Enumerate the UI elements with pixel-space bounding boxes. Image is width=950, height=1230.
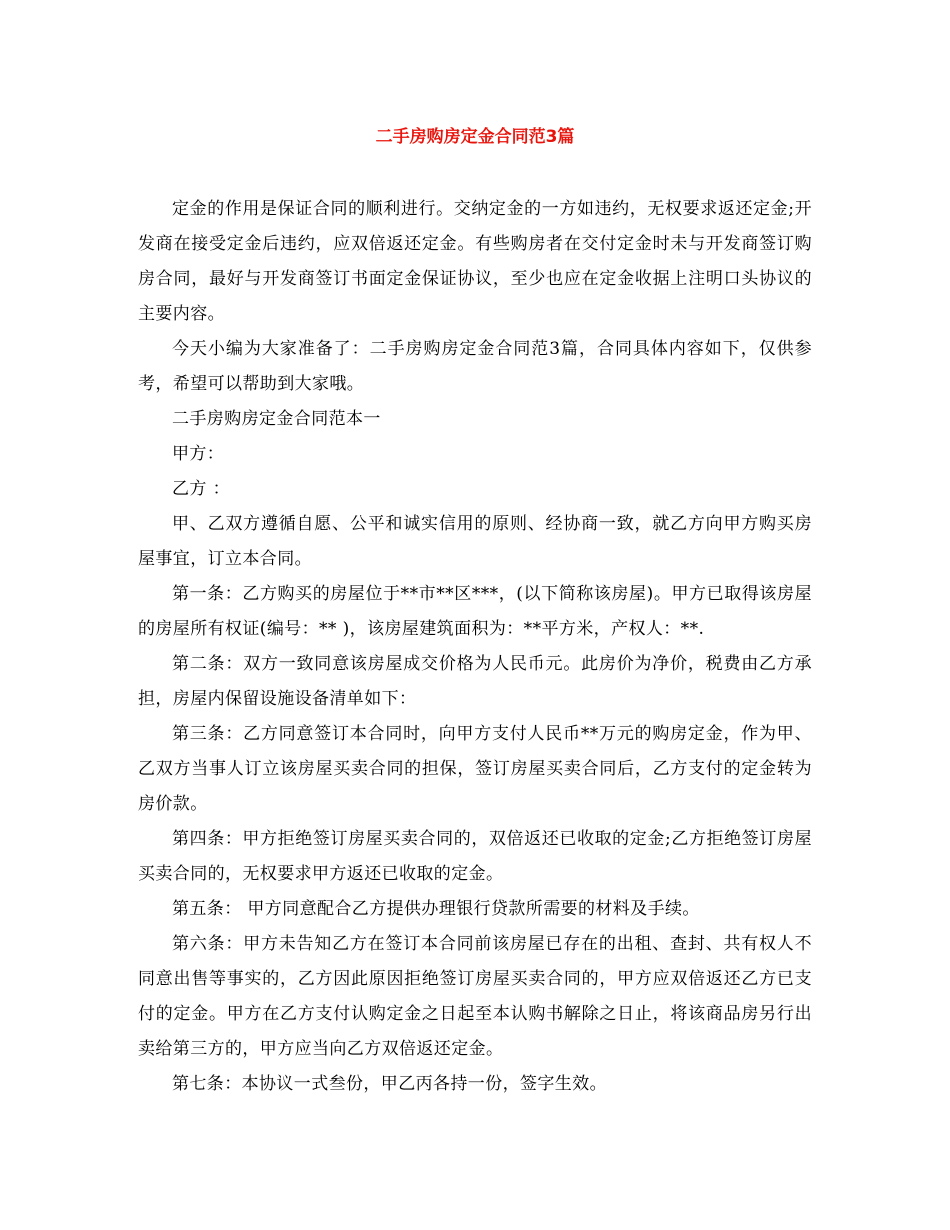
article-6: 第六条：甲方未告知乙方在签订本合同前该房屋已存在的出租、查封、共有权人不同意出售等事实的，乙方因此原因拒绝签订房屋买卖合同的，甲方应双倍返还乙方已支付的定金。甲方在乙方支付认购定金之日起至本认购书解除之日止，将该商品房另行出卖给第三方的，甲方应当向乙方双倍返还定金。 <box>138 934 812 1059</box>
section-heading-sample-one: 二手房购房定金合同范本一 <box>172 409 381 429</box>
article-2: 第二条：双方一致同意该房屋成交价格为人民币元。此房价为净价，税费由乙方承担，房屋内保留设施设备清单如下： <box>138 654 812 709</box>
article-7: 第七条：本协议一式叁份，甲乙丙各持一份，签字生效。 <box>172 1074 607 1094</box>
paragraph-intro: 定金的作用是保证合同的顺利进行。交纳定金的一方如违约，无权要求返还定金;开发商在接受定金后违约，应双倍返还定金。有些购房者在交付定金时未与开发商签订购房合同，最好与开发商签订书面定金保证协议，至少也应在定金收据上注明口头协议的主要内容。 <box>138 199 812 324</box>
article-4: 第四条：甲方拒绝签订房屋买卖合同的，双倍返还已收取的定金;乙方拒绝签订房屋买卖合同的，无权要求甲方返还已收取的定金。 <box>138 829 812 884</box>
document-title: 二手房购房定金合同范3篇 <box>375 127 575 147</box>
paragraph-editor-note: 今天小编为大家准备了：二手房购房定金合同范3篇，合同具体内容如下，仅供参考，希望可以帮助到大家哦。 <box>138 339 812 394</box>
paragraph-preamble: 甲、乙双方遵循自愿、公平和诚实信用的原则、经协商一致，就乙方向甲方购买房屋事宜，订立本合同。 <box>138 514 812 569</box>
document-body <box>138 192 812 1102</box>
article-1: 第一条：乙方购买的房屋位于**市**区***，(以下简称该房屋)。甲方已取得该房屋的房屋所有权证(编号：** )，该房屋建筑面积为：**平方米，产权人：**. <box>138 584 812 639</box>
article-5: 第五条： 甲方同意配合乙方提供办理银行贷款所需要的材料及手续。 <box>172 899 700 919</box>
party-a-line: 甲方： <box>172 444 225 464</box>
article-3: 第三条：乙方同意签订本合同时，向甲方支付人民币**万元的购房定金，作为甲、乙双方当事人订立该房屋买卖合同的担保，签订房屋买卖合同后，乙方支付的定金转为房价款。 <box>138 724 812 814</box>
party-b-line: 乙方 ： <box>172 479 231 499</box>
